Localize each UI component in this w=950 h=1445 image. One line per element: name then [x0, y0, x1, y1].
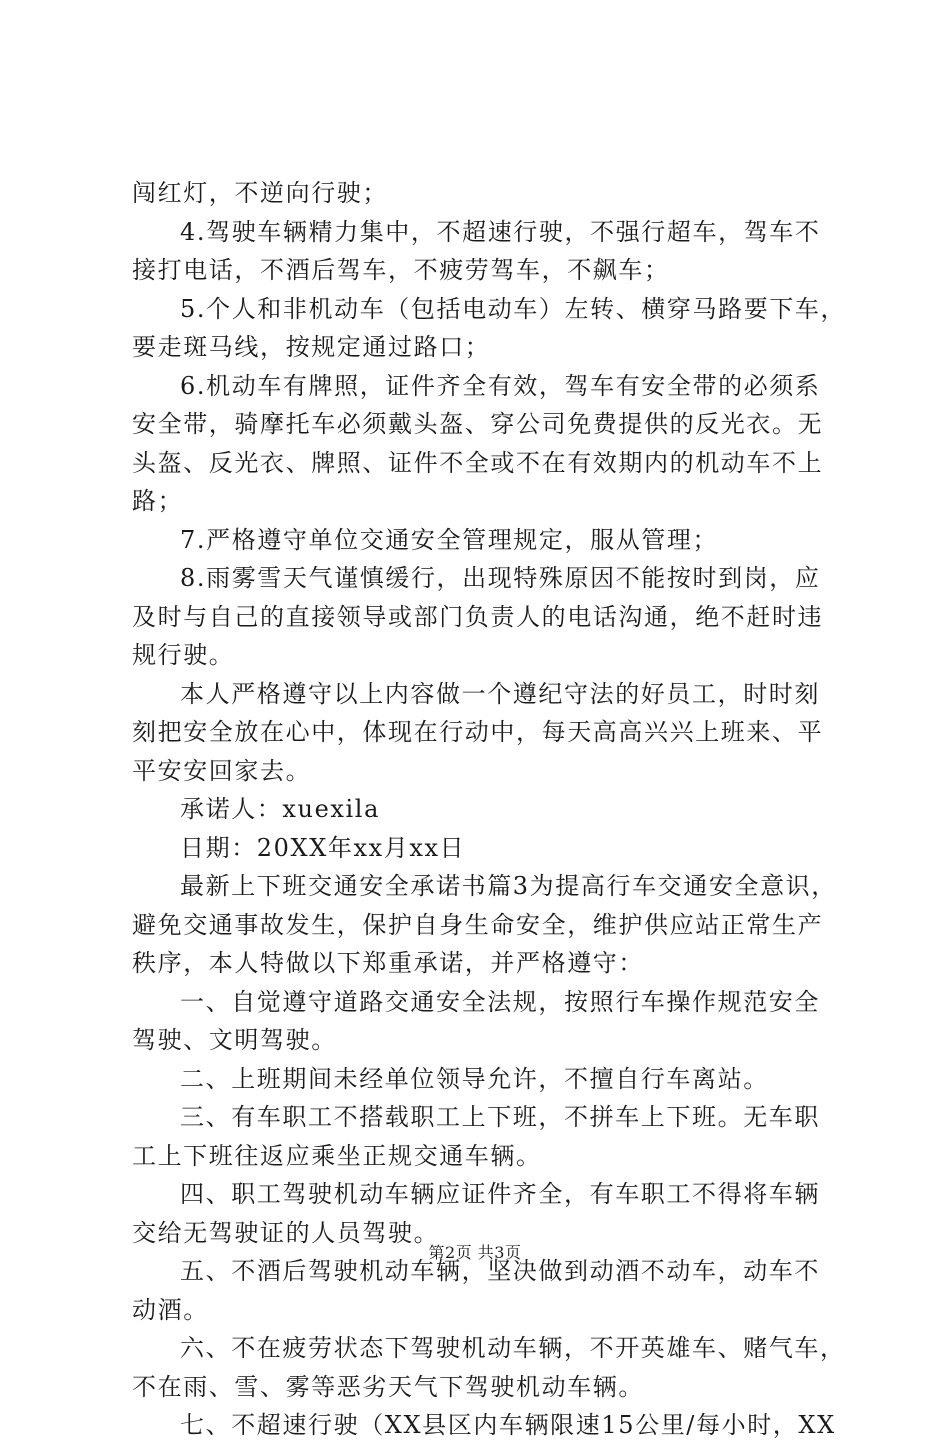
- text-line: 4.驾驶车辆精力集中，不超速行驶，不强行超车，驾车不: [180, 217, 821, 246]
- text-line: 7.严格遵守单位交通安全管理规定，服从管理；: [180, 525, 719, 554]
- text-line: 日期：20XX年xx月xx日: [180, 833, 466, 862]
- text-line: 不在雨、雪、雾等恶劣天气下驾驶机动车辆。: [132, 1372, 644, 1401]
- text-line: 接打电话，不酒后驾车，不疲劳驾车，不飙车；: [132, 256, 670, 284]
- text-line: 驾驶、文明驾驶。: [132, 1026, 337, 1054]
- text-line: 六、不在疲劳状态下驾驶机动车辆，不开英雄车、赌气车，: [180, 1334, 846, 1362]
- text-line: 交给无驾驶证的人员驾驶。: [132, 1218, 440, 1247]
- text-line: 一、自觉遵守道路交通安全法规，按照行车操作规范安全: [180, 987, 820, 1016]
- page-footer: 第2页 共3页: [428, 1243, 522, 1262]
- text-line: 要走斑马线，按规定通过路口；: [132, 333, 491, 361]
- text-line: 及时与自己的直接领导或部门负责人的电话沟通，绝不赶时违: [132, 602, 824, 631]
- text-line: 工上下班往返应乘坐正规交通车辆。: [132, 1141, 542, 1170]
- text-line: 三、有车职工不搭载职工上下班，不拼车上下班。无车职: [180, 1103, 820, 1131]
- text-line: 闯红灯，不逆向行驶；: [132, 179, 388, 207]
- text-line: 四、职工驾驶机动车辆应证件齐全，有车职工不得将车辆: [180, 1180, 820, 1208]
- text-line: 承诺人：xuexila: [180, 795, 380, 823]
- text-line: 平安安回家去。: [132, 756, 312, 785]
- text-line: 二、上班期间未经单位领导允许，不擅自行车离站。: [180, 1064, 769, 1093]
- text-line: 8.雨雾雪天气谨慎缓行，出现特殊原因不能按时到岗，应: [180, 564, 821, 592]
- text-line: 避免交通事故发生，保护自身生命安全，维护供应站正常生产: [132, 910, 824, 939]
- text-line: 动酒。: [132, 1295, 209, 1324]
- text-line: 五、不酒后驾驶机动车辆，坚决做到动酒不动车，动车不: [180, 1257, 820, 1285]
- text-line: 刻把安全放在心中，体现在行动中，每天高高兴兴上班来、平: [132, 718, 824, 746]
- text-line: 七、不超速行驶（XX县区内车辆限速15公里/每小时，XX: [180, 1411, 836, 1439]
- text-line: 5.个人和非机动车（包括电动车）左转、横穿马路要下车，: [180, 294, 847, 323]
- text-line: 6.机动车有牌照，证件齐全有效，驾车有安全带的必须系: [180, 371, 821, 400]
- text-line: 安全带，骑摩托车必须戴头盔、穿公司免费提供的反光衣。无: [132, 410, 824, 438]
- text-line: 头盔、反光衣、牌照、证件不全或不在有效期内的机动车不上: [132, 448, 824, 477]
- text-line: 规行驶。: [132, 641, 235, 669]
- text-line: 本人严格遵守以上内容做一个遵纪守法的好员工，时时刻: [180, 679, 820, 708]
- text-line: 最新上下班交通安全承诺书篇3为提高行车交通安全意识，: [180, 872, 837, 900]
- text-line: 秩序，本人特做以下郑重承诺，并严格遵守：: [132, 949, 644, 977]
- text-line: 路；: [132, 487, 184, 515]
